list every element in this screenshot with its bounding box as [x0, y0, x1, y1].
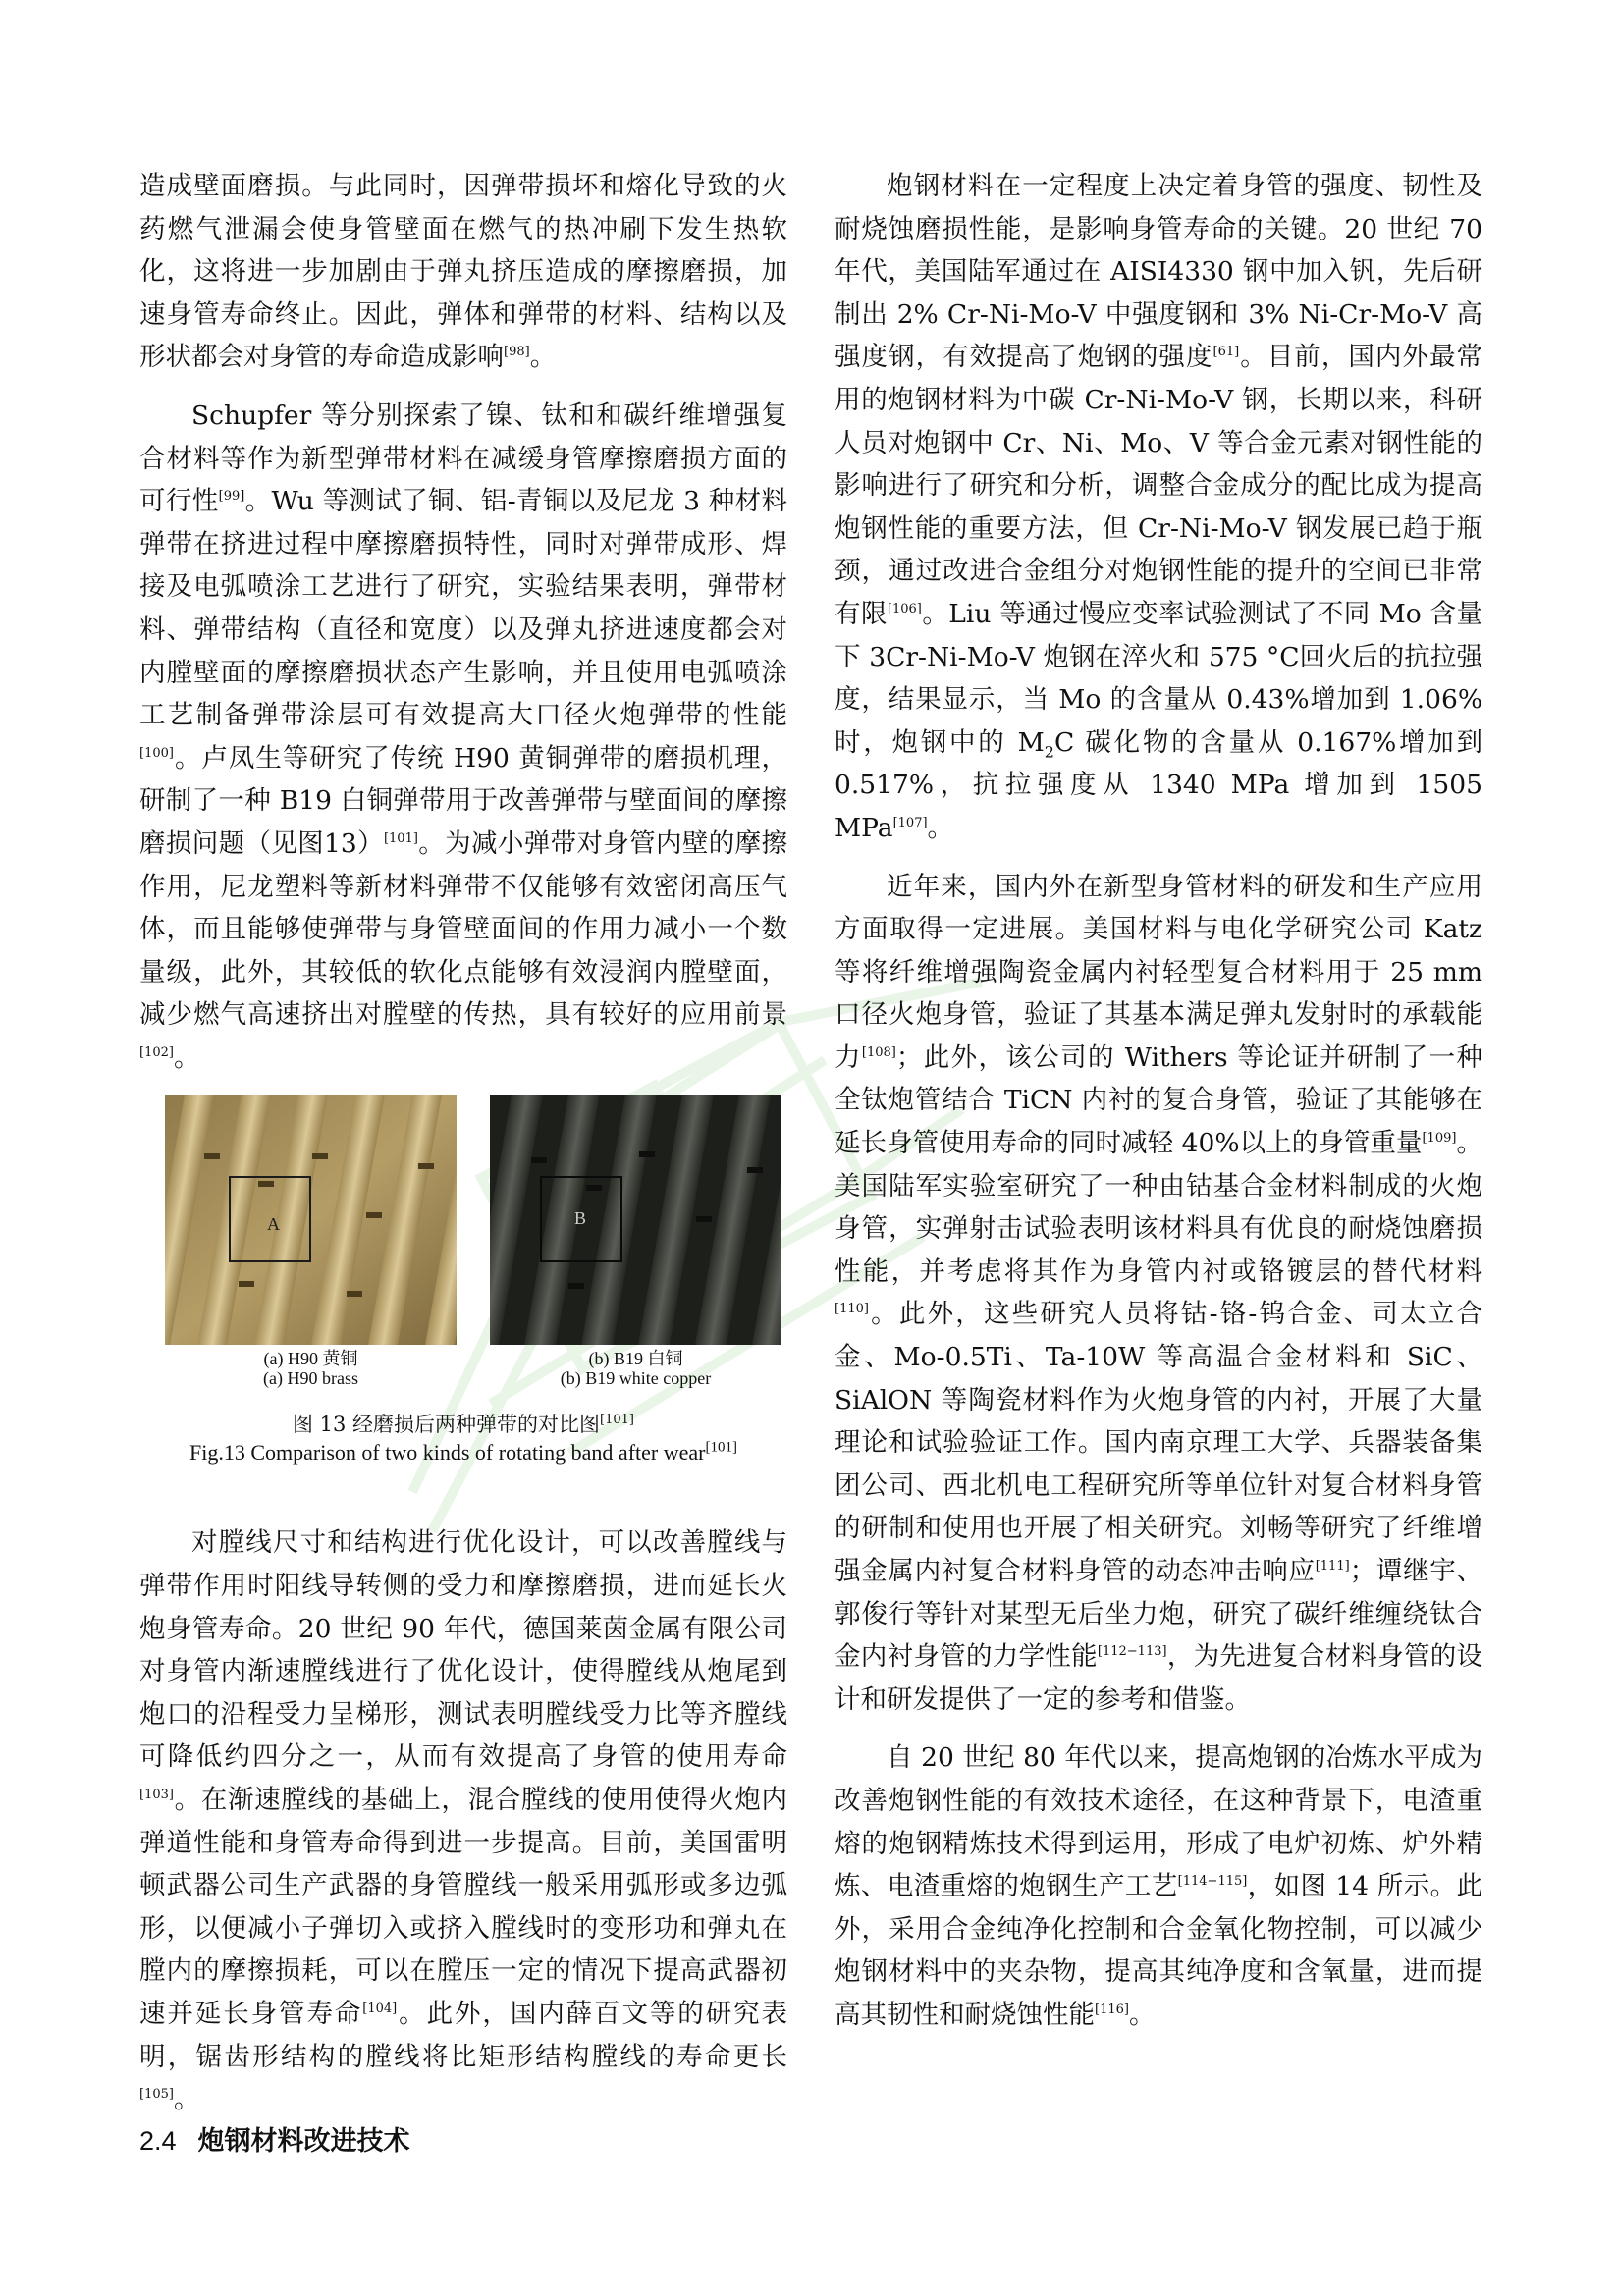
citation: [108] [861, 1045, 896, 1061]
right-paragraph-3: 自 20 世纪 80 年代以来，提高炮钢的冶炼水平成为改善炮钢性能的有效技术途径，在这种背景下，电渣重熔的炮钢精炼技术得到运用，形成了电炉初炼、炉外精炼、电渣重熔的炮钢生产工艺[114−115]，如图 14 所示。此外，采用合金纯净化控制和合金氧化物控制，可以减少炮钢材料中的夹杂物，提高其纯净度和含氧量，进而提高其韧性和耐烧蚀性能[116]。 [835, 1742, 1482, 2030]
citation: [111] [1315, 1559, 1350, 1575]
citation: [61] [1212, 345, 1240, 360]
subcaption-b: (b) B19 白铜 (b) B19 white copper [560, 1349, 712, 1389]
left-paragraph-2: Schupfer 等分别探索了镍、钛和和碳纤维增强复合材料等作为新型弹带材料在减缓身管摩擦磨损方面的可行性[99]。Wu 等测试了铜、铝-青铜以及尼龙 3 种材料弹带在挤进过程中摩擦磨损特性，同时对弹带成形、焊接及电弧喷涂工艺进行了研究，实验结果表明，弹带材料、弹带结构（直径和宽度）以及弹丸挤进速度都会对内膛壁面的摩擦磨损状态产生影响，并且使用电弧喷涂工艺制备弹带涂层可有效提高大口径火炮弹带的性能[100]。卢凤生等研究了传统 H90 黄铜弹带的磨损机理，研制了一种 B19 白铜弹带用于改善弹带与壁面间的摩擦磨损问题（见图13）[101]。为减小弹带对身管内壁的摩擦作用，尼龙塑料等新材料弹带不仅能够有效密闭高压气体，而且能够使弹带与身管壁面间的作用力减小一个数量级，此外，其较低的软化点能够有效浸润内膛壁面，减少燃气高速挤出对膛壁的传热，具有较好的应用前景[102]。 [139, 400, 787, 1073]
right-paragraph-2: 近年来，国内外在新型身管材料的研发和生产应用方面取得一定进展。美国材料与电化学研究公司 Katz 等将纤维增强陶瓷金属内衬轻型复合材料用于 25 mm 口径火炮身管，验证了其基本满足弹丸发射时的承载能力[108]；此外，该公司的 Withers 等论证并研制了一种全钛炮管结合 TiCN 内衬的复合身管，验证了其能够在延长身管使用寿命的同时减轻 40%以上的身管重量[109]。美国陆军实验室研究了一种由钴基合金材料制成的火炮身管，实弹射击试验表明该材料具有优良的耐烧蚀磨损性能，并考虑将其作为身管内衬或铬镀层的替代材料[110]。此外，这些研究人员将钴-铬-钨合金、司太立合金、Mo-0.5Ti、Ta-10W 等高温合金材料和 SiC、SiAlON 等陶瓷材料作为火炮身管的内衬，开展了大量理论和试验验证工作。国内南京理工大学、兵器装备集团公司、西北机电工程研究所等单位针对复合材料身管的研制和使用也开展了相关研究。刘畅等研究了纤维增强金属内衬复合材料身管的动态冲击响应[111]；谭继宇、郭俊行等针对某型无后坐力炮，研究了碳纤维缠绕钛合金内衬身管的力学性能[112−113]，为先进复合材料身管的设计和研发提供了一定的参考和借鉴。 [835, 871, 1483, 1715]
citation: [105] [139, 2087, 174, 2103]
citation: [104] [362, 2002, 398, 2017]
subcaption-a: (a) H90 黄铜 (a) H90 brass [263, 1349, 358, 1389]
right-paragraph-1: 炮钢材料在一定程度上决定着身管的强度、韧性及耐烧蚀磨损性能，是影响身管寿命的关键。20 世纪 70 年代，美国陆军通过在 AISI4330 钢中加入钒，先后研制出 2% Cr-Ni-Mo-V 中强度钢和 3% Ni-Cr-Mo-V 高强度钢，有效提高了炮钢的强度[61]。目前，国内外最常用的炮钢材料为中碳 Cr-Ni-Mo-V 钢，长期以来，科研人员对炮钢中 Cr、Ni、Mo、V 等合金元素对钢性能的影响进行了研究和分析，调整合金成分的配比成为提高炮钢性能的重要方法，但 Cr-Ni-Mo-V 钢发展已趋于瓶颈，通过改进合金组分对炮钢性能的提升的空间已非常有限[106]。Liu 等通过慢应变率试验测试了不同 Mo 含量下 3Cr-Ni-Mo-V 炮钢在淬火和 575 °C回火后的抗拉强度，结果显示，当 Mo 的含量从 0.43%增加到 1.06%时，炮钢中的 $M_2C$ 碳化物的含量从 0.167%增加到 0.517%，抗拉强度从 1340 MPa 增加到 1505 MPa[107]。 [835, 171, 1483, 843]
section-number: 2.4 [139, 2126, 177, 2156]
citation: [102] [139, 1045, 174, 1061]
left-column [139, 165, 787, 2137]
citation: [101] [705, 1440, 737, 1457]
citation: [100] [139, 745, 174, 761]
subscript: 2 [1044, 742, 1054, 762]
citation: [103] [139, 1788, 174, 1803]
left-paragraph-3: 对膛线尺寸和结构进行优化设计，可以改善膛线与弹带作用时阳线导转侧的受力和摩擦磨损，进而延长火炮身管寿命。20 世纪 90 年代，德国莱茵金属有限公司对身管内渐速膛线进行了优化设计，使得膛线从炮尾到炮口的沿程受力呈梯形，测试表明膛线受力比等齐膛线可降低约四分之一，从而有效提高了身管的使用寿命[103]。在渐速膛线的基础上，混合膛线的使用使得火炮内弹道性能和身管寿命得到进一步提高。目前，美国雷明顿武器公司生产武器的身管膛线一般采用弧形或多边弧形，以便减小子弹切入或挤入膛线时的变形功和弹丸在膛内的摩擦损耗，可以在膛压一定的情况下提高武器初速并延长身管寿命[104]。此外，国内薛百文等的研究表明，锯齿形结构的膛线将比矩形结构膛线的寿命更长[105]。 [139, 1527, 788, 2115]
region-label-a: A [267, 1214, 280, 1235]
region-label-b: B [574, 1208, 587, 1229]
citation: [99] [218, 489, 245, 505]
citation: [114−115] [1177, 1874, 1248, 1890]
left-paragraph-1: 造成壁面磨损。与此同时，因弹带损坏和熔化导致的火药燃气泄漏会使身管壁面在燃气的热冲刷下发生热软化，这将进一步加剧由于弹丸挤压造成的摩擦磨损，加速身管寿命终止。因此，弹体和弹带的材料、结构以及形状都会对身管的寿命造成影响[98]。 [139, 171, 787, 373]
right-column [835, 165, 1482, 2053]
citation: [106] [887, 602, 922, 617]
citation: [116] [1095, 2002, 1129, 2018]
h90-brass-photo [165, 1095, 457, 1345]
citation: [98] [504, 345, 530, 360]
citation: [110] [835, 1302, 869, 1317]
citation: [107] [892, 816, 928, 831]
figure-caption-en: Fig.13 Comparison of two kinds of rotating band after wear[101] [189, 1440, 737, 1466]
b19-white-copper-photo [490, 1095, 781, 1345]
section-heading [139, 2123, 410, 2160]
figure-13 [139, 1095, 787, 1512]
citation: [101] [600, 1413, 635, 1428]
figure-caption-zh: 图 13 经磨损后两种弹带的对比图[101] [292, 1413, 635, 1437]
citation: [109] [1422, 1131, 1457, 1147]
citation: [112−113] [1097, 1644, 1167, 1660]
section-title: 炮钢材料改进技术 [197, 2126, 410, 2157]
citation: [101] [383, 831, 418, 847]
